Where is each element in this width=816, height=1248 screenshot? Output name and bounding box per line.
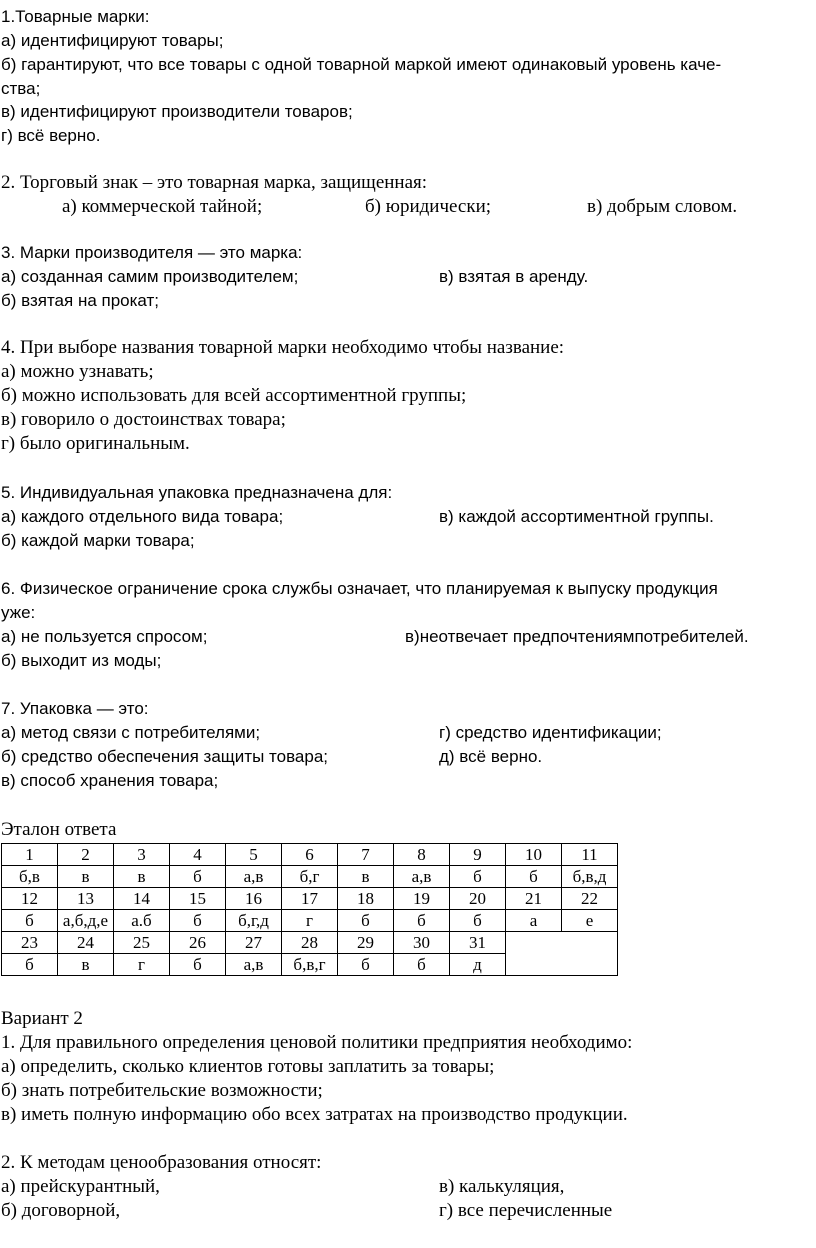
answer-key-cell: 7 [338, 844, 394, 866]
answer-key-cell: а.б [114, 910, 170, 932]
answer-key-title: Эталон ответа [1, 819, 117, 840]
q2-option-c: в) добрым словом. [587, 196, 738, 217]
answer-key-blank-cell [506, 932, 618, 976]
q1-title: 1.Товарные марки: [1, 7, 150, 26]
answer-key-cell: а [506, 910, 562, 932]
q4-title: 4. При выборе названия товарной марки необходимо чтобы название: [1, 337, 565, 358]
answer-key-row [2, 866, 618, 888]
q3-title: 3. Марки производителя — это марка: [1, 243, 303, 262]
answer-key-cell: в [58, 954, 114, 976]
answer-key-row [2, 932, 618, 954]
answer-key-cell: г [114, 954, 170, 976]
q3-option-b: б) взятая на прокат; [1, 291, 160, 310]
answer-key-table [1, 843, 618, 976]
answer-key-cell: 20 [450, 888, 506, 910]
answer-key-cell: б,в,г [282, 954, 338, 976]
answer-key-cell: б [170, 910, 226, 932]
answer-key-cell: 4 [170, 844, 226, 866]
q1-option-c: в) идентифицируют производители товаров; [1, 102, 353, 121]
answer-key-cell: 3 [114, 844, 170, 866]
answer-key-cell: 8 [394, 844, 450, 866]
answer-key-cell: в [114, 866, 170, 888]
q3-option-a: а) созданная самим производителем; [1, 267, 299, 286]
answer-key-cell: б [2, 954, 58, 976]
q7-title: 7. Упаковка — это: [1, 699, 149, 718]
answer-key-cell: 29 [338, 932, 394, 954]
answer-key-row [2, 844, 618, 866]
v2-q2-title: 2. К методам ценообразования относят: [1, 1152, 322, 1173]
v2-q1-title: 1. Для правильного определения ценовой политики предприятия необходимо: [1, 1032, 633, 1053]
answer-key-cell: 16 [226, 888, 282, 910]
q6-title-cont: уже: [1, 603, 36, 622]
answer-key-cell: 24 [58, 932, 114, 954]
answer-key-cell: 27 [226, 932, 282, 954]
answer-key-row [2, 910, 618, 932]
q4-option-d: г) было оригинальным. [1, 433, 190, 454]
q7-option-a: а) метод связи с потребителями; [1, 723, 261, 742]
answer-key-cell: б [170, 954, 226, 976]
q2-option-b: б) юридически; [365, 196, 492, 217]
q6-option-b: б) выходит из моды; [1, 651, 162, 670]
q6-option-a: а) не пользуется спросом; [1, 627, 208, 646]
answer-key-cell: б [394, 954, 450, 976]
v2-q2-option-b: б) договорной, [1, 1200, 121, 1221]
answer-key-cell: 30 [394, 932, 450, 954]
q1-option-b-cont: ства; [1, 79, 41, 98]
answer-key-cell: 22 [562, 888, 618, 910]
answer-key-cell: а,в [226, 954, 282, 976]
answer-key-cell: 1 [2, 844, 58, 866]
answer-key-cell: 10 [506, 844, 562, 866]
answer-key-cell: б [2, 910, 58, 932]
q5-option-a: а) каждого отдельного вида товара; [1, 507, 284, 526]
answer-key-cell: а,б,д,е [58, 910, 114, 932]
q2-option-a: а) коммерческой тайной; [62, 196, 263, 217]
answer-key-cell: 6 [282, 844, 338, 866]
v2-q1-option-b: б) знать потребительские возможности; [1, 1080, 323, 1101]
q3-option-c: в) взятая в аренду. [439, 267, 589, 286]
q6-title: 6. Физическое ограничение срока службы означает, что планируемая к выпуску продукция [1, 579, 718, 598]
q4-option-c: в) говорило о достоинствах товара; [1, 409, 286, 430]
answer-key-cell: д [450, 954, 506, 976]
answer-key-cell: б [506, 866, 562, 888]
v2-q2-option-c: в) калькуляция, [439, 1176, 565, 1197]
q5-title: 5. Индивидуальная упаковка предназначена для: [1, 483, 393, 502]
answer-key-cell: 26 [170, 932, 226, 954]
answer-key-cell: б,в,д [562, 866, 618, 888]
q5-option-b: б) каждой марки товара; [1, 531, 195, 550]
answer-key-cell: 31 [450, 932, 506, 954]
q7-option-b: б) средство обеспечения защиты товара; [1, 747, 328, 766]
q5-option-c: в) каждой ассортиментной группы. [439, 507, 714, 526]
q7-option-c: в) способ хранения товара; [1, 771, 219, 790]
answer-key-cell: 11 [562, 844, 618, 866]
q6-option-c: в)неотвечает предпочтениямпотребителей. [405, 627, 749, 646]
q7-option-e: д) всё верно. [439, 747, 543, 766]
answer-key-cell: 13 [58, 888, 114, 910]
answer-key-cell: в [58, 866, 114, 888]
answer-key-cell: б [450, 866, 506, 888]
answer-key-cell: 15 [170, 888, 226, 910]
answer-key-cell: 14 [114, 888, 170, 910]
answer-key-cell: б [338, 954, 394, 976]
v2-q2-option-d: г) все перечисленные [439, 1200, 613, 1221]
q7-option-d: г) средство идентификации; [439, 723, 662, 742]
answer-key-cell: б,г,д [226, 910, 282, 932]
answer-key-cell: б [394, 910, 450, 932]
answer-key-cell: б,г [282, 866, 338, 888]
answer-key-row [2, 888, 618, 910]
answer-key-cell: 9 [450, 844, 506, 866]
answer-key-cell: 25 [114, 932, 170, 954]
answer-key-cell: 19 [394, 888, 450, 910]
q4-option-b: б) можно использовать для всей ассортиментной группы; [1, 385, 467, 406]
answer-key-cell: 5 [226, 844, 282, 866]
q4-option-a: а) можно узнавать; [1, 361, 154, 382]
answer-key-cell: б,в [2, 866, 58, 888]
answer-key-cell: е [562, 910, 618, 932]
answer-key-cell: а,в [226, 866, 282, 888]
answer-key-cell: 17 [282, 888, 338, 910]
answer-key-cell: 18 [338, 888, 394, 910]
answer-key-cell: в [338, 866, 394, 888]
q1-option-b: б) гарантируют, что все товары с одной товарной маркой имеют одинаковый уровень каче- [1, 55, 722, 74]
v2-q1-option-c: в) иметь полную информацию обо всех затратах на производство продукции. [1, 1104, 628, 1125]
answer-key-cell: 21 [506, 888, 562, 910]
q2-title: 2. Торговый знак – это товарная марка, защищенная: [1, 172, 428, 193]
q1-option-d: г) всё верно. [1, 126, 101, 145]
answer-key-cell: б [450, 910, 506, 932]
answer-key-cell: б [170, 866, 226, 888]
answer-key-cell: а,в [394, 866, 450, 888]
answer-key-cell: 12 [2, 888, 58, 910]
variant2-title: Вариант 2 [1, 1008, 83, 1029]
answer-key-cell: г [282, 910, 338, 932]
answer-key-cell: 2 [58, 844, 114, 866]
q1-option-a: а) идентифицируют товары; [1, 31, 224, 50]
answer-key-cell: 28 [282, 932, 338, 954]
answer-key-cell: 23 [2, 932, 58, 954]
answer-key-cell: б [338, 910, 394, 932]
v2-q2-option-a: а) прейскурантный, [1, 1176, 160, 1197]
v2-q1-option-a: а) определить, сколько клиентов готовы заплатить за товары; [1, 1056, 495, 1077]
